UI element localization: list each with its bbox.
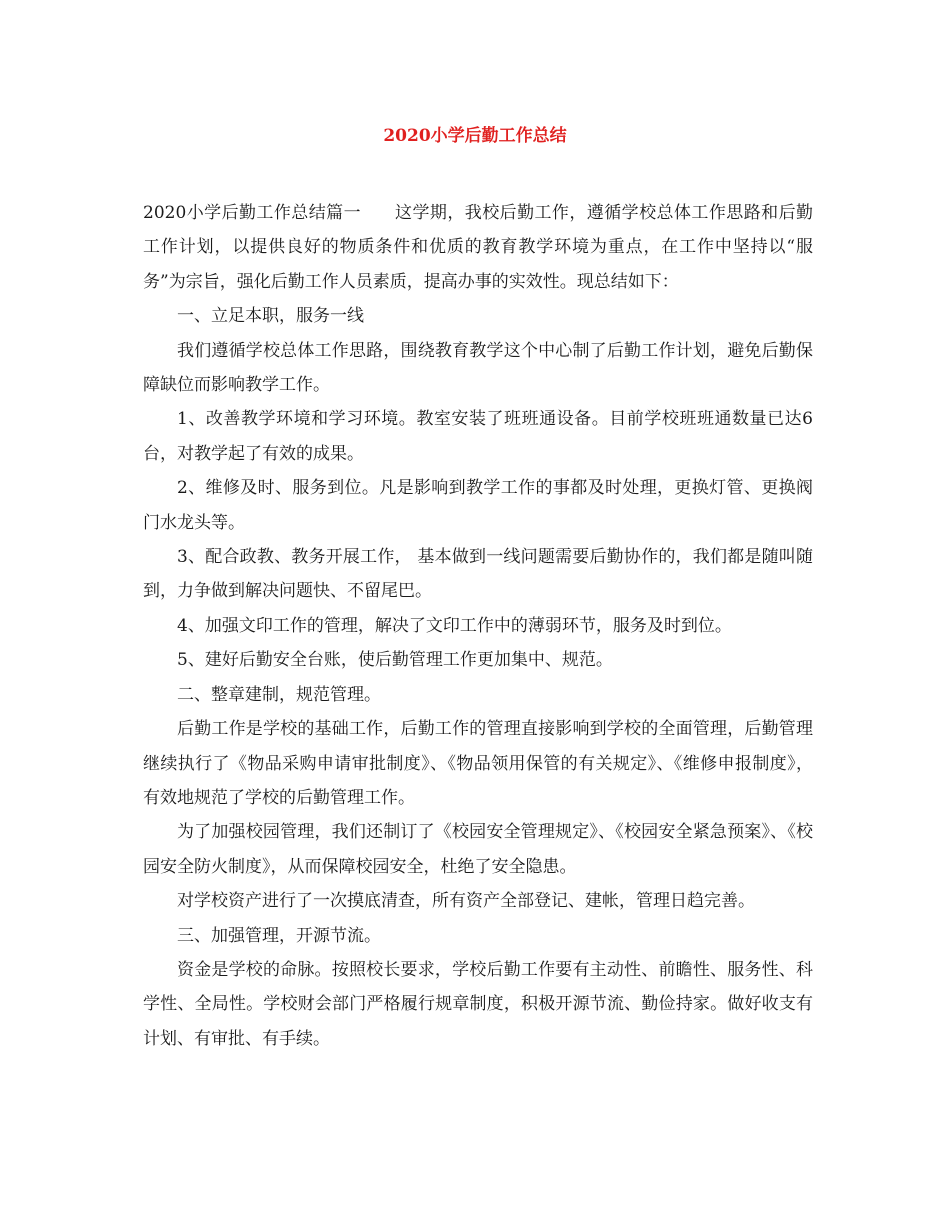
section-heading-1: 一、立足本职，服务一线	[177, 306, 364, 327]
document-title: 2020小学后勤工作总结	[383, 126, 567, 146]
section-heading-3: 三、加强管理，开源节流。	[177, 925, 381, 946]
paragraph: 对学校资产进行了一次摸底清查，所有资产全部登记、建帐，管理日趋完善。	[177, 891, 755, 912]
paragraph: 1、改善教学环境和学习环境。教室安装了班班通设备。目前学校班班通数量已达6台，对教学起了有效的成果。	[143, 409, 813, 464]
paragraph: 5、建好后勤安全台账，使后勤管理工作更加集中、规范。	[177, 650, 613, 671]
paragraph: 3、配合政教、教务开展工作， 基本做到一线问题需要后勤协作的，我们都是随叫随到，力争做到解决问题快、不留尾巴。	[143, 547, 813, 602]
document-body	[143, 196, 813, 1056]
paragraph: 后勤工作是学校的基础工作，后勤工作的管理直接影响到学校的全面管理，后勤管理继续执行了《物品采购申请审批制度》、《物品领用保管的有关规定》、《维修申报制度》，有效地规范了学校的后勤管理工作。	[143, 719, 813, 808]
intro-label: 2020小学后勤工作总结篇一	[143, 203, 362, 223]
paragraph: 2、维修及时、服务到位。凡是影响到教学工作的事都及时处理，更换灯管、更换阀门水龙头等。	[143, 478, 813, 533]
paragraph: 资金是学校的命脉。按照校长要求，学校后勤工作要有主动性、前瞻性、服务性、科学性、全局性。学校财会部门严格履行规章制度，积极开源节流、勤俭持家。做好收支有计划、有审批、有手续。	[143, 959, 813, 1049]
intro-text: 这学期，我校后勤工作，遵循学校总体工作思路和后勤工作计划，以提供良好的物质条件和优质的教育教学环境为重点，在工作中坚持以“服务”为宗旨，强化后勤工作人员素质，提高办事的实效性。现总结如下：	[143, 203, 813, 292]
section-heading-2: 二、整章建制，规范管理。	[177, 684, 381, 705]
paragraph: 为了加强校园管理，我们还制订了《校园安全管理规定》、《校园安全紧急预案》、《校园安全防火制度》，从而保障校园安全，杜绝了安全隐患。	[143, 822, 813, 877]
paragraph: 4、加强文印工作的管理，解决了文印工作中的薄弱环节，服务及时到位。	[177, 615, 732, 636]
intro-paragraph	[143, 196, 813, 299]
paragraph: 我们遵循学校总体工作思路，围绕教育教学这个中心制了后勤工作计划，避免后勤保障缺位而影响教学工作。	[143, 340, 813, 396]
